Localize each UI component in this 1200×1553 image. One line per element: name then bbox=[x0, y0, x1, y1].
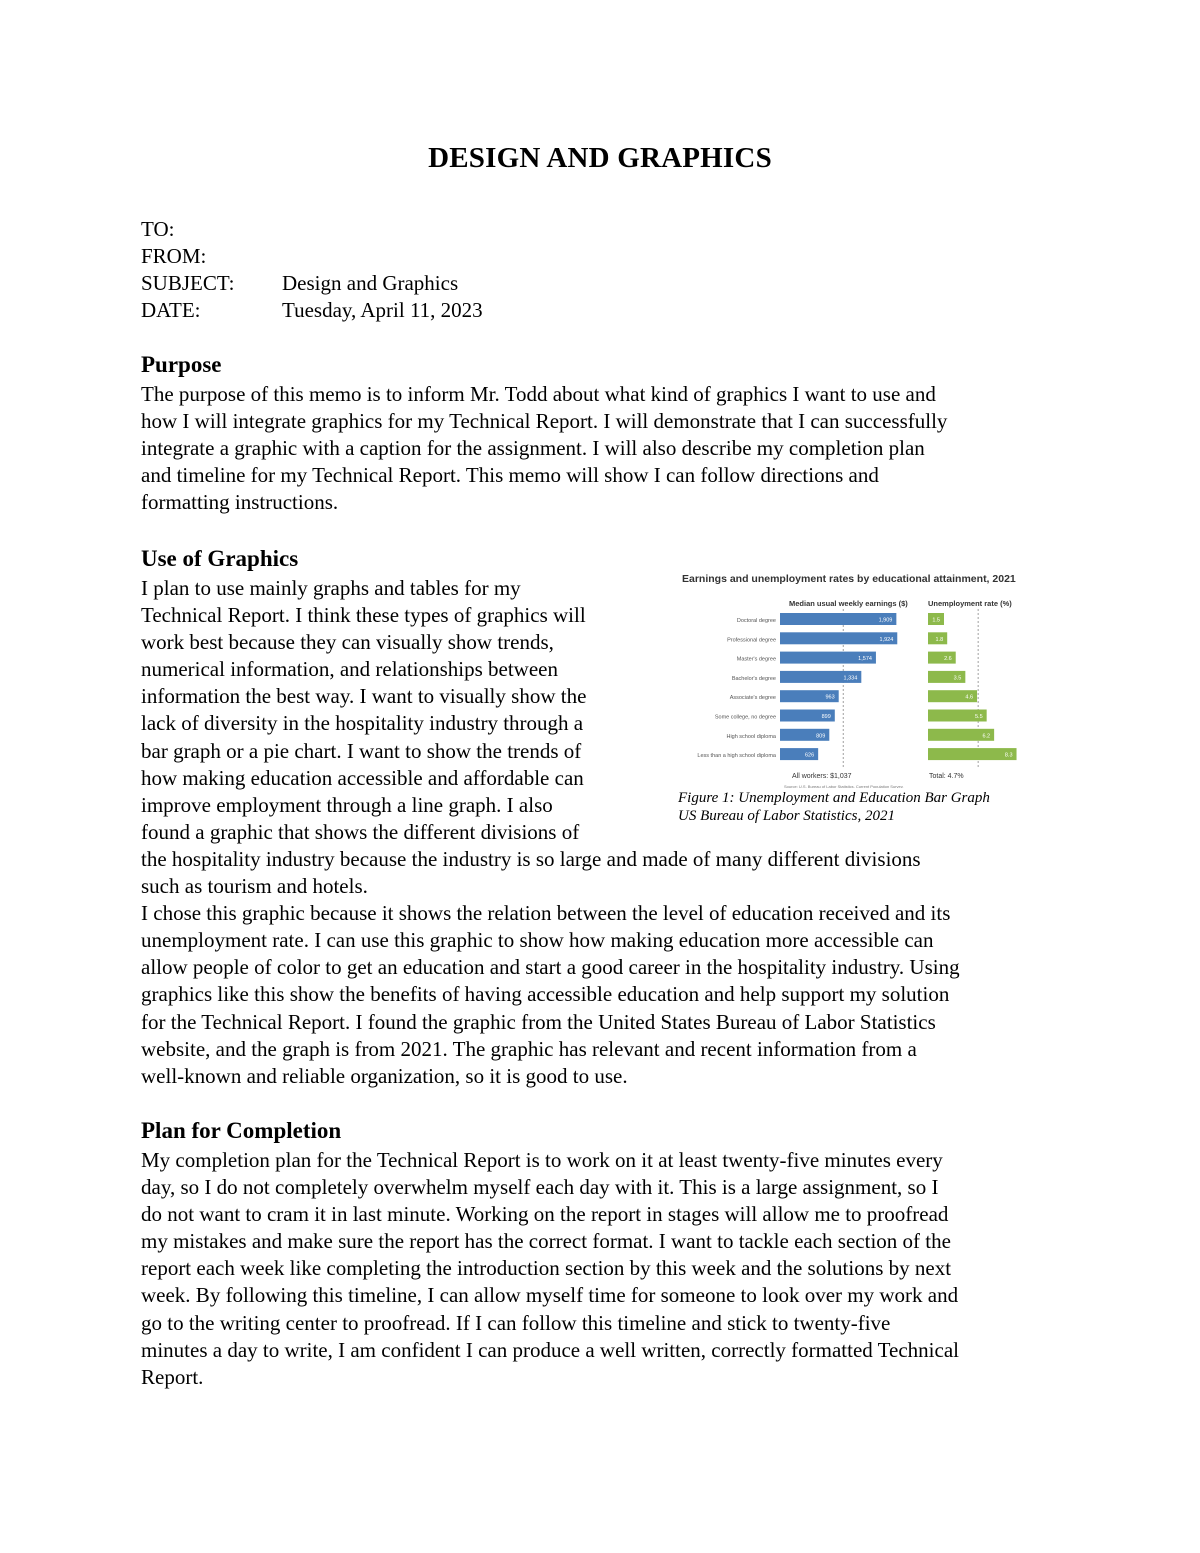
chart-title: Earnings and unemployment rates by educational attainment, 2021 bbox=[682, 573, 1016, 585]
unemployment-data-label: 3.5 bbox=[953, 675, 962, 682]
figure-caption-title: Figure 1: Unemployment and Education Bar Graph bbox=[678, 790, 990, 806]
earnings-data-label: 1,924 bbox=[879, 636, 894, 643]
earnings-data-label: 626 bbox=[804, 752, 815, 759]
completion-line: go to the writing center to proofread. If I can follow this timeline and stick to twenty-five bbox=[141, 1310, 891, 1335]
graphics-line: numerical information, and relationships between bbox=[141, 657, 558, 682]
series-earnings-title: Median usual weekly earnings ($) bbox=[789, 599, 908, 608]
category-label: Some college, no degree bbox=[714, 714, 776, 721]
graphics-line: Technical Report. I think these types of graphics will bbox=[141, 603, 586, 628]
earnings-data-label: 1,574 bbox=[858, 656, 872, 663]
figure-bar-chart bbox=[674, 566, 1034, 796]
earnings-data-label: 899 bbox=[821, 714, 831, 720]
earnings-reference-label: All workers: $1,037 bbox=[792, 773, 852, 780]
graphics-line: work best because they can visually show trends, bbox=[141, 630, 554, 655]
memo-subject-row bbox=[141, 270, 483, 297]
unemployment-data-label: 1.5 bbox=[932, 617, 940, 624]
graphics-paragraph bbox=[141, 846, 960, 1090]
unemployment-bar bbox=[928, 748, 1017, 760]
unemployment-reference-label: Total: 4.7% bbox=[929, 773, 964, 780]
graphics-line: allow people of color to get an education and start a good career in the hospitality industry. Using bbox=[141, 955, 960, 980]
earnings-data-label: 809 bbox=[816, 733, 826, 740]
graphics-line: information the best way. I want to visually show the bbox=[141, 684, 587, 709]
chart-marks bbox=[697, 609, 1016, 767]
completion-line: minutes a day to write, I am confident I can produce a well written, correctly formatted Technical bbox=[141, 1337, 959, 1362]
unemployment-data-label: 8.3 bbox=[1004, 752, 1013, 759]
graphics-line: improve employment through a line graph. I also bbox=[141, 792, 553, 817]
category-label: Doctoral degree bbox=[736, 618, 776, 624]
memo-subject-value: Design and Graphics bbox=[282, 271, 459, 295]
graphics-line: for the Technical Report. I found the graphic from the United States Bureau of Labor Statistics bbox=[141, 1009, 936, 1034]
category-label: Master's degree bbox=[736, 656, 776, 663]
figure-caption bbox=[678, 789, 990, 825]
completion-line: Report. bbox=[141, 1364, 204, 1389]
completion-line: week. By following this timeline, I can allow myself time for someone to look over my work and bbox=[141, 1283, 959, 1308]
graphics-line: lack of diversity in the hospitality industry through a bbox=[141, 711, 584, 736]
earnings-data-label: 1,909 bbox=[878, 617, 893, 624]
completion-line: My completion plan for the Technical Report is to work on it at least twenty-five minutes every bbox=[141, 1148, 943, 1172]
graphics-line: website, and the graph is from 2021. The graphic has relevant and recent information from a bbox=[141, 1036, 917, 1061]
completion-line: report each week like completing the introduction section by this week and the solutions by next bbox=[141, 1256, 952, 1281]
figure-caption-source: US Bureau of Labor Statistics, 2021 bbox=[678, 808, 895, 824]
memo-from-row bbox=[141, 243, 483, 270]
category-label: Less than a high school diploma bbox=[697, 753, 776, 760]
memo-to-row bbox=[141, 216, 483, 243]
earnings-data-label: 963 bbox=[825, 694, 835, 701]
graphics-line: I plan to use mainly graphs and tables for my bbox=[141, 576, 521, 600]
graphics-line: well-known and reliable organization, so it is good to use. bbox=[141, 1063, 628, 1088]
unemployment-data-label: 6.2 bbox=[982, 733, 991, 740]
document-title: DESIGN AND GRAPHICS bbox=[428, 142, 772, 174]
unemployment-data-label: 5.5 bbox=[975, 714, 983, 720]
chart-source-note: Source: U.S. Bureau of Labor Statistics, Current Population Survey. bbox=[784, 784, 904, 788]
purpose-line: integrate a graphic with a caption for the assignment. I will also describe my completion plan bbox=[141, 436, 925, 461]
graphics-line: I chose this graphic because it shows the relation between the level of education received and its bbox=[141, 901, 951, 926]
unemployment-data-label: 1.8 bbox=[935, 636, 944, 643]
category-label: High school diploma bbox=[726, 733, 776, 740]
memo-date-value: Tuesday, April 11, 2023 bbox=[282, 298, 483, 322]
category-label: Bachelor's degree bbox=[731, 675, 776, 682]
graphics-line: unemployment rate. I can use this graphic to show how making education more accessible can bbox=[141, 928, 934, 953]
completion-paragraph bbox=[141, 1147, 959, 1391]
memo-header bbox=[141, 216, 483, 324]
completion-line: my mistakes and make sure the report has the correct format. I want to tackle each section of the bbox=[141, 1229, 951, 1254]
graphics-paragraph-wrapped bbox=[141, 575, 586, 846]
graphics-heading: Use of Graphics bbox=[141, 546, 299, 571]
completion-line: do not want to cram it in last minute. Working on the report in stages will allow me to proofread bbox=[141, 1202, 949, 1227]
purpose-line: formatting instructions. bbox=[141, 490, 339, 515]
memo-to-label: TO: bbox=[141, 217, 175, 241]
memo-date-label: DATE: bbox=[141, 298, 201, 322]
memo-date-row bbox=[141, 297, 483, 324]
series-unemployment-title: Unemployment rate (%) bbox=[928, 599, 1012, 608]
chart-svg bbox=[674, 566, 1034, 788]
graphics-line: found a graphic that shows the different divisions of bbox=[141, 819, 580, 844]
memo-subject-label: SUBJECT: bbox=[141, 271, 235, 295]
purpose-paragraph bbox=[141, 381, 947, 516]
category-label: Professional degree bbox=[727, 637, 776, 644]
graphics-line: bar graph or a pie chart. I want to show the trends of bbox=[141, 738, 582, 763]
purpose-line: The purpose of this memo is to inform Mr. Todd about what kind of graphics I want to use and bbox=[141, 382, 936, 406]
unemployment-data-label: 2.6 bbox=[944, 656, 952, 663]
graphics-line: how making education accessible and affordable can bbox=[141, 765, 584, 790]
unemployment-data-label: 4.6 bbox=[965, 694, 974, 701]
purpose-line: how I will integrate graphics for my Technical Report. I will demonstrate that I can successfully bbox=[141, 409, 948, 434]
memo-from-label: FROM: bbox=[141, 244, 207, 268]
category-label: Associate's degree bbox=[729, 695, 776, 702]
purpose-heading: Purpose bbox=[141, 352, 222, 377]
completion-line: day, so I do not completely overwhelm myself each day with it. This is a large assignment, so I bbox=[141, 1175, 939, 1200]
graphics-line: graphics like this show the benefits of having accessible education and help support my solution bbox=[141, 982, 950, 1007]
graphics-line: the hospitality industry because the industry is so large and made of many different divisions bbox=[141, 847, 921, 871]
completion-heading: Plan for Completion bbox=[141, 1118, 342, 1143]
graphics-line: such as tourism and hotels. bbox=[141, 874, 368, 899]
purpose-line: and timeline for my Technical Report. This memo will show I can follow directions and bbox=[141, 463, 879, 488]
earnings-data-label: 1,334 bbox=[843, 675, 858, 682]
